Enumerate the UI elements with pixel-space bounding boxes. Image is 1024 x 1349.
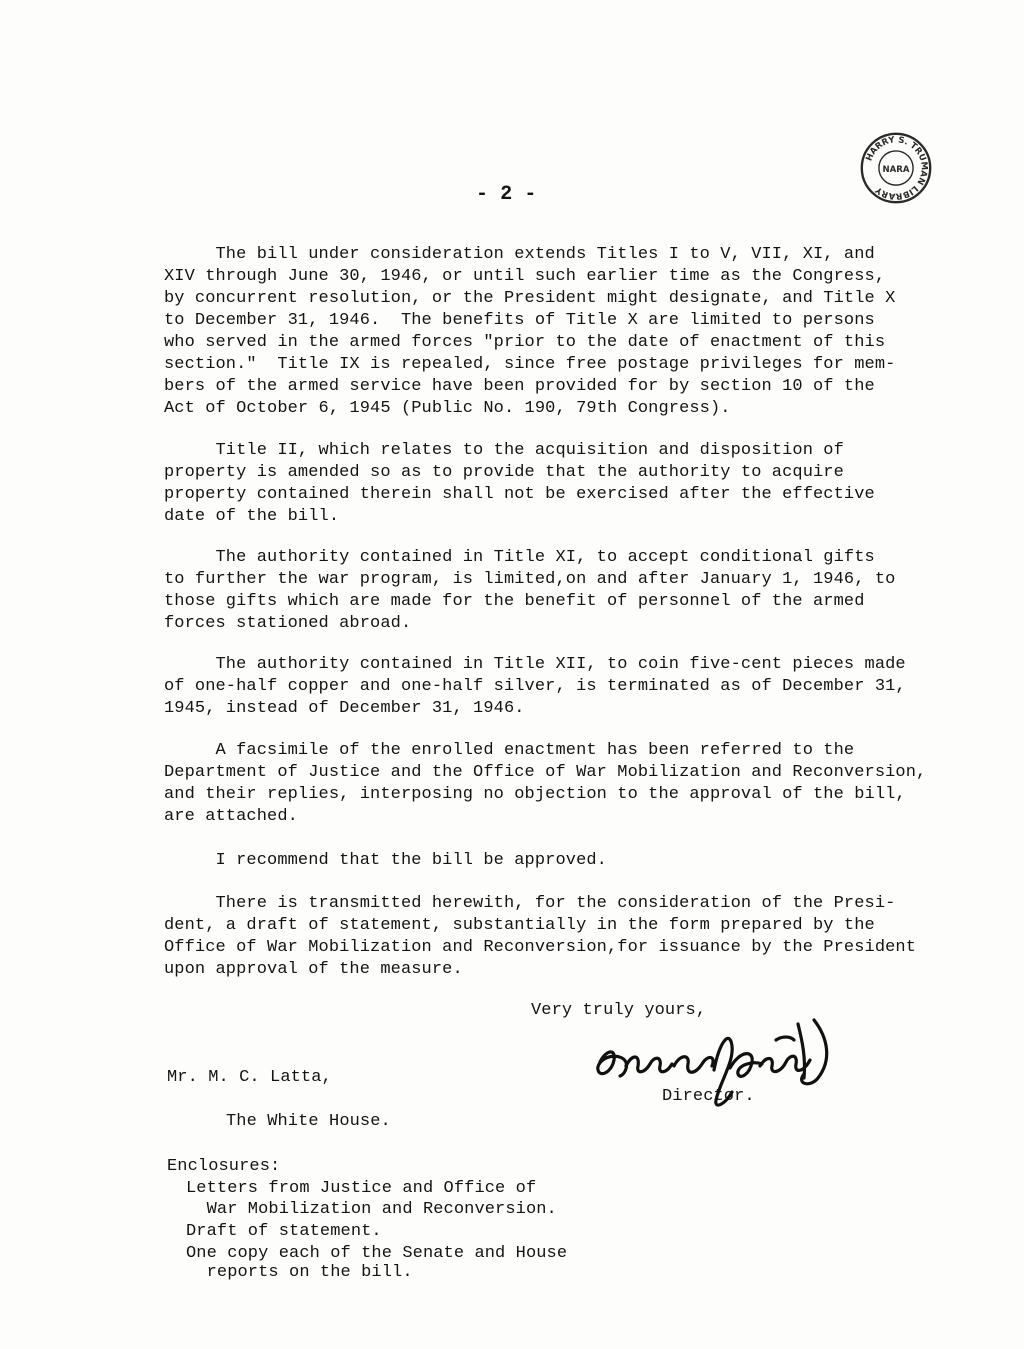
paragraph-line: The authority contained in Title XI, to accept conditional gifts xyxy=(164,548,875,567)
archive-stamp xyxy=(858,130,934,206)
addressee-place: The White House. xyxy=(226,1112,391,1131)
stamp-label: HARRY S. TRUMAN LIBRARY xyxy=(864,135,929,201)
paragraph-line: who served in the armed forces "prior to the date of enactment of this xyxy=(164,333,886,352)
paragraph-line: to December 31, 1946. The benefits of Title X are limited to persons xyxy=(164,311,875,330)
paragraph-line: Act of October 6, 1945 (Public No. 190, 79th Congress). xyxy=(164,399,731,418)
paragraph-line: property contained therein shall not be exercised after the effective xyxy=(164,485,875,504)
paragraph-line: Title II, which relates to the acquisition and disposition of xyxy=(164,441,844,460)
enclosure-item: Letters from Justice and Office of xyxy=(186,1179,537,1198)
page-number: - 2 - xyxy=(476,183,537,206)
paragraph-line: I recommend that the bill be approved. xyxy=(164,851,607,870)
enclosure-item: Draft of statement. xyxy=(186,1222,382,1241)
paragraph-line: and their replies, interposing no objection to the approval of the bill, xyxy=(164,785,906,804)
paragraph-line: property is amended so as to provide that the authority to acquire xyxy=(164,463,844,482)
enclosures-heading: Enclosures: xyxy=(167,1157,281,1176)
paragraph-line: forces stationed abroad. xyxy=(164,614,412,633)
stamp-center: NARA xyxy=(882,164,910,175)
enclosure-item: One copy each of the Senate and House xyxy=(186,1244,568,1263)
paragraph-line: 1945, instead of December 31, 1946. xyxy=(164,699,525,718)
paragraph-line: date of the bill. xyxy=(164,507,340,526)
enclosure-item: reports on the bill. xyxy=(186,1263,413,1282)
paragraph-line: dent, a draft of statement, substantially in the form prepared by the xyxy=(164,916,875,935)
paragraph-line: upon approval of the measure. xyxy=(164,960,463,979)
paragraph-line: are attached. xyxy=(164,807,298,826)
paragraph-line: by concurrent resolution, or the President might designate, and Title X xyxy=(164,289,896,308)
closing: Very truly yours, xyxy=(531,1001,707,1020)
paragraph-line: of one-half copper and one-half silver, is terminated as of December 31, xyxy=(164,677,906,696)
paragraph-line: Office of War Mobilization and Reconversion,for issuance by the President xyxy=(164,938,917,957)
paragraph-line: There is transmitted herewith, for the consideration of the Presi- xyxy=(164,894,896,913)
paragraph-line: XIV through June 30, 1946, or until such earlier time as the Congress, xyxy=(164,267,886,286)
addressee-name: Mr. M. C. Latta, xyxy=(167,1068,332,1087)
enclosure-item: War Mobilization and Reconversion. xyxy=(186,1200,557,1219)
paragraph-line: section." Title IX is repealed, since free postage privileges for mem- xyxy=(164,355,896,374)
paragraph-line: The bill under consideration extends Titles I to V, VII, XI, and xyxy=(164,245,875,264)
paragraph-line: A facsimile of the enrolled enactment has been referred to the xyxy=(164,741,855,760)
paragraph-line: those gifts which are made for the benefit of personnel of the armed xyxy=(164,592,865,611)
signature-title: Director. xyxy=(662,1087,755,1106)
paragraph-line: The authority contained in Title XII, to coin five-cent pieces made xyxy=(164,655,906,674)
paragraph-line: Department of Justice and the Office of War Mobilization and Reconversion, xyxy=(164,763,927,782)
paragraph-line: to further the war program, is limited,on and after January 1, 1946, to xyxy=(164,570,896,589)
paragraph-line: bers of the armed service have been provided for by section 10 of the xyxy=(164,377,875,396)
